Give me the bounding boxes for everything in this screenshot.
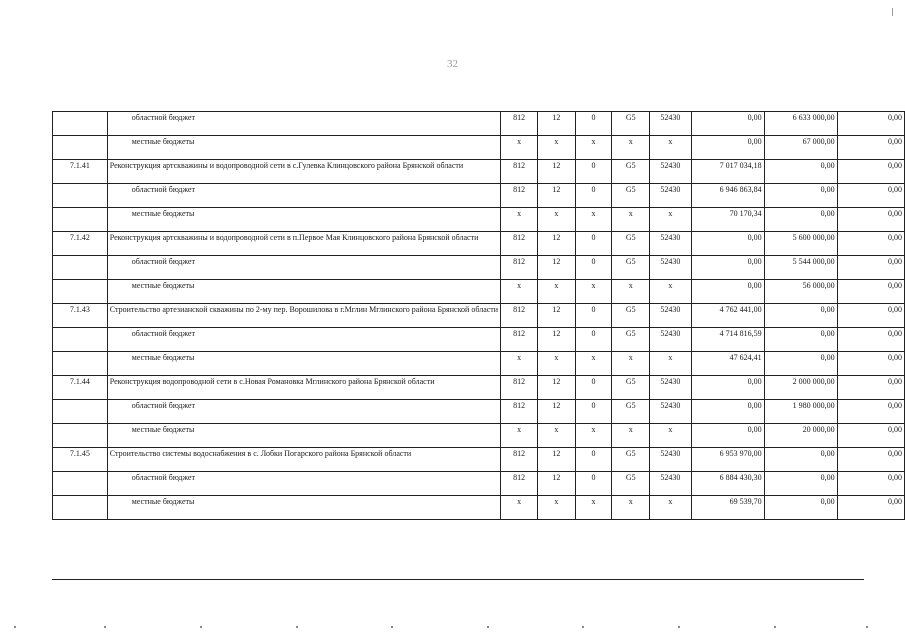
amount-year-1: 0,00 [691,112,764,136]
item-code [53,208,108,232]
amount-year-1: 70 170,34 [691,208,764,232]
row-name: Реконструкция артскважины и водопроводной сети в с.Гулевка Клинцовского района Брянской области [107,160,500,184]
target-code: G5 [612,112,650,136]
amount-year-3: 0,00 [837,376,904,400]
row-name: местные бюджеты [107,136,500,160]
row-name: областной бюджет [107,112,500,136]
row-name: областной бюджет [107,400,500,424]
amount-year-2: 0,00 [764,496,837,520]
section-code: х [538,208,576,232]
admin-code: 812 [501,256,538,280]
admin-code: х [501,136,538,160]
admin-code: 812 [501,400,538,424]
section-code: х [538,352,576,376]
item-code [53,472,108,496]
amount-year-1: 6 884 430,30 [691,472,764,496]
expense-code: 52430 [650,448,691,472]
subsection-code: х [575,208,612,232]
admin-code: 812 [501,184,538,208]
amount-year-3: 0,00 [837,256,904,280]
section-code: 12 [538,304,576,328]
amount-year-3: 0,00 [837,160,904,184]
item-code [53,400,108,424]
amount-year-1: 0,00 [691,400,764,424]
item-code: 7.1.45 [53,448,108,472]
table-row-project [53,160,905,184]
row-name: Реконструкция артскважины и водопроводной сети в п.Первое Мая Клинцовского района Брянской области [107,232,500,256]
amount-year-3: 0,00 [837,496,904,520]
target-code: G5 [612,184,650,208]
table-row-budget-source [53,352,905,376]
budget-table [52,111,905,520]
item-code [53,136,108,160]
item-code: 7.1.43 [53,304,108,328]
amount-year-2: 1 980 000,00 [764,400,837,424]
subsection-code: 0 [575,328,612,352]
amount-year-3: 0,00 [837,136,904,160]
admin-code: 812 [501,472,538,496]
item-code [53,352,108,376]
expense-code: х [650,208,691,232]
amount-year-3: 0,00 [837,304,904,328]
target-code: G5 [612,472,650,496]
table-row-budget-source [53,112,905,136]
scan-edge-mark [892,8,893,16]
section-code: 12 [538,376,576,400]
subsection-code: х [575,424,612,448]
target-code: х [612,496,650,520]
target-code: G5 [612,160,650,184]
table-row-budget-source [53,280,905,304]
amount-year-1: 0,00 [691,376,764,400]
section-code: 12 [538,232,576,256]
expense-code: 52430 [650,232,691,256]
item-code [53,256,108,280]
item-code: 7.1.44 [53,376,108,400]
amount-year-2: 0,00 [764,352,837,376]
amount-year-2: 0,00 [764,304,837,328]
admin-code: х [501,352,538,376]
amount-year-3: 0,00 [837,424,904,448]
row-name: областной бюджет [107,472,500,496]
table-row-project [53,232,905,256]
admin-code: 812 [501,448,538,472]
expense-code: 52430 [650,376,691,400]
section-code: 12 [538,184,576,208]
table-row-budget-source [53,472,905,496]
expense-code: 52430 [650,184,691,208]
target-code: G5 [612,232,650,256]
admin-code: 812 [501,304,538,328]
amount-year-3: 0,00 [837,448,904,472]
item-code [53,328,108,352]
item-code: 7.1.41 [53,160,108,184]
subsection-code: 0 [575,304,612,328]
amount-year-1: 0,00 [691,280,764,304]
table-row-project [53,304,905,328]
subsection-code: х [575,496,612,520]
expense-code: 52430 [650,304,691,328]
amount-year-3: 0,00 [837,112,904,136]
expense-code: х [650,352,691,376]
amount-year-3: 0,00 [837,280,904,304]
amount-year-2: 0,00 [764,160,837,184]
row-name: местные бюджеты [107,496,500,520]
admin-code: 812 [501,328,538,352]
target-code: G5 [612,256,650,280]
row-name: Строительство системы водоснабжения в с. Лобки Погарского района Брянской области [107,448,500,472]
amount-year-1: 0,00 [691,136,764,160]
row-name: местные бюджеты [107,352,500,376]
item-code [53,496,108,520]
subsection-code: 0 [575,472,612,496]
table-bottom-rule [52,579,864,580]
item-code [53,112,108,136]
table-row-budget-source [53,496,905,520]
amount-year-2: 56 000,00 [764,280,837,304]
table-row-budget-source [53,256,905,280]
subsection-code: 0 [575,256,612,280]
item-code: 7.1.42 [53,232,108,256]
amount-year-2: 67 000,00 [764,136,837,160]
amount-year-3: 0,00 [837,208,904,232]
expense-code: х [650,496,691,520]
section-code: 12 [538,160,576,184]
amount-year-3: 0,00 [837,352,904,376]
subsection-code: 0 [575,160,612,184]
amount-year-2: 2 000 000,00 [764,376,837,400]
admin-code: 812 [501,376,538,400]
amount-year-3: 0,00 [837,232,904,256]
scan-artifacts [0,626,905,632]
subsection-code: х [575,280,612,304]
target-code: х [612,136,650,160]
amount-year-3: 0,00 [837,184,904,208]
amount-year-1: 6 953 970,00 [691,448,764,472]
target-code: х [612,424,650,448]
item-code [53,424,108,448]
section-code: х [538,280,576,304]
amount-year-2: 0,00 [764,448,837,472]
subsection-code: х [575,136,612,160]
admin-code: х [501,424,538,448]
row-name: областной бюджет [107,184,500,208]
section-code: 12 [538,400,576,424]
amount-year-2: 5 544 000,00 [764,256,837,280]
amount-year-2: 6 633 000,00 [764,112,837,136]
amount-year-3: 0,00 [837,328,904,352]
item-code [53,280,108,304]
target-code: х [612,208,650,232]
amount-year-3: 0,00 [837,472,904,496]
table-row-budget-source [53,136,905,160]
target-code: G5 [612,328,650,352]
amount-year-2: 0,00 [764,184,837,208]
subsection-code: 0 [575,112,612,136]
amount-year-2: 5 600 000,00 [764,232,837,256]
amount-year-1: 0,00 [691,424,764,448]
subsection-code: 0 [575,184,612,208]
target-code: G5 [612,376,650,400]
row-name: Реконструкция водопроводной сети в с.Новая Романовка Мглинского района Брянской области [107,376,500,400]
expense-code: 52430 [650,256,691,280]
target-code: G5 [612,400,650,424]
amount-year-1: 0,00 [691,232,764,256]
admin-code: х [501,280,538,304]
amount-year-1: 4 714 816,59 [691,328,764,352]
section-code: х [538,136,576,160]
admin-code: 812 [501,232,538,256]
table-row-project [53,376,905,400]
table-row-budget-source [53,424,905,448]
amount-year-1: 69 539,70 [691,496,764,520]
amount-year-2: 0,00 [764,208,837,232]
target-code: х [612,352,650,376]
row-name: областной бюджет [107,328,500,352]
target-code: G5 [612,304,650,328]
table-row-budget-source [53,208,905,232]
subsection-code: х [575,352,612,376]
amount-year-3: 0,00 [837,400,904,424]
subsection-code: 0 [575,376,612,400]
section-code: 12 [538,448,576,472]
expense-code: х [650,424,691,448]
section-code: х [538,496,576,520]
subsection-code: 0 [575,232,612,256]
amount-year-1: 47 624,41 [691,352,764,376]
expense-code: 52430 [650,472,691,496]
table-row-budget-source [53,328,905,352]
row-name: Строительство артезианской скважины по 2-му пер. Ворошилова в г.Мглин Мглинского района Брянской области [107,304,500,328]
expense-code: 52430 [650,328,691,352]
amount-year-1: 0,00 [691,256,764,280]
section-code: 12 [538,328,576,352]
admin-code: х [501,208,538,232]
subsection-code: 0 [575,448,612,472]
admin-code: 812 [501,112,538,136]
page-number: 32 [447,58,458,70]
amount-year-2: 20 000,00 [764,424,837,448]
target-code: х [612,280,650,304]
item-code [53,184,108,208]
target-code: G5 [612,448,650,472]
amount-year-1: 6 946 863,84 [691,184,764,208]
expense-code: х [650,280,691,304]
expense-code: 52430 [650,112,691,136]
admin-code: х [501,496,538,520]
table-row-budget-source [53,184,905,208]
subsection-code: 0 [575,400,612,424]
section-code: 12 [538,472,576,496]
section-code: х [538,424,576,448]
amount-year-2: 0,00 [764,328,837,352]
amount-year-1: 7 017 034,18 [691,160,764,184]
admin-code: 812 [501,160,538,184]
table-row-project [53,448,905,472]
expense-code: х [650,136,691,160]
amount-year-2: 0,00 [764,472,837,496]
row-name: местные бюджеты [107,280,500,304]
table-row-budget-source [53,400,905,424]
section-code: 12 [538,256,576,280]
expense-code: 52430 [650,160,691,184]
row-name: областной бюджет [107,256,500,280]
row-name: местные бюджеты [107,424,500,448]
amount-year-1: 4 762 441,00 [691,304,764,328]
section-code: 12 [538,112,576,136]
row-name: местные бюджеты [107,208,500,232]
expense-code: 52430 [650,400,691,424]
